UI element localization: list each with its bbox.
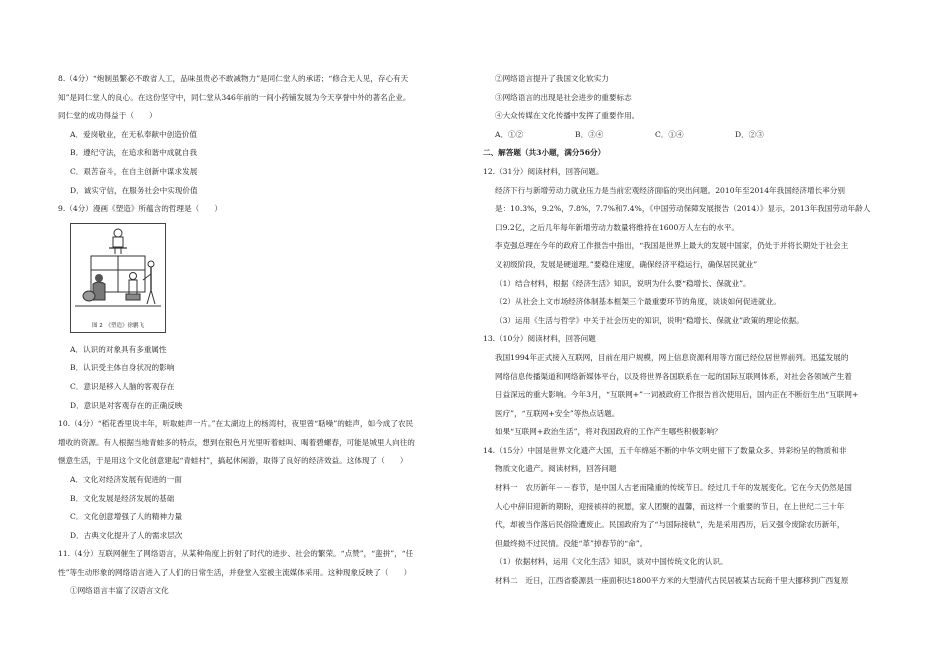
q12-line: 经济下行与新增劳动力就业压力是当前宏观经济面临的突出问题。2010年至2014年我国经济增长率分别 [495, 185, 845, 195]
q9-cartoon-image [70, 223, 166, 333]
q11-item-1: ①网络语言丰富了汉语言文化 [70, 586, 169, 596]
q9-option-d: D．意识是对客观存在的正确反映 [70, 400, 183, 410]
q11-stem-line2: 性”等生动形象的网络语言进入了人们的日常生活，并登堂入室被主流媒体采用。这种现象反映了（ ） [58, 567, 412, 577]
q11-item-4: ④大众传媒在文化传播中发挥了重要作用。 [495, 111, 640, 121]
q13-question: 如果“互联网+政治生活”，将对我国政府的工作产生哪些积极影响？ [495, 427, 722, 437]
q10-option-a: A．文化对经济发展有促进的一面 [70, 474, 182, 484]
q8-option-d: D．诚实守信，在服务社会中实现价值 [70, 185, 198, 195]
q8-option-c: C．艰苦奋斗，在自主创新中谋求发展 [70, 166, 198, 176]
q14-subquestion-1: （1）依据材料，运用《文化生活》知识，谈对中国传统文化的认识。 [495, 557, 728, 567]
left-column [58, 70, 478, 601]
q14-line: 但最终拗不过民情。没能“革”掉春节的“命”。 [495, 538, 648, 548]
q11-option-d: D．②③ [735, 129, 764, 139]
q10-option-b: B．文化发展是经济发展的基础 [70, 493, 175, 503]
q8-stem-line2: 知”是同仁堂人的良心。在这份坚守中，同仁堂从346年前的一间小药铺发展为今天享誉中外的著名企业。 [58, 92, 411, 102]
q10-option-c: C．文化创意增强了人的精神力量 [70, 512, 183, 522]
q11-option-b: B．③④ [575, 129, 604, 139]
q12-subquestion-2: （2）从社会上文市场经济体制基本框架三个最重要环节的角度，谈谈如何促进就业。 [495, 297, 781, 307]
q8-stem-line1: 8.（4分）“炮制虽繁必不敢省人工，品味虽贵必不敢减物力”是同仁堂人的承诺；“修合无人见，存心有天 [58, 74, 409, 83]
q11-options [483, 126, 903, 145]
q9-option-c: C．意识是移入人脑的客观存在 [70, 381, 175, 391]
q13-line: 我国1994年正式接入互联网，目前在用户规模，网上信息资源利用等方面已经位居世界前列。迅猛发展的 [495, 352, 849, 362]
q14-material-2: 材料二 近日，江西省婺源县一座面积达1800平方米的大型清代古民居被某古玩商千里大挪移到广西复原 [495, 576, 849, 586]
q12-subquestion-3: （3）运用《生活与哲学》中关于社会历史的知识，说明“稳增长、保就业”政策的理论依据。 [495, 315, 804, 325]
section-heading: 二、解答题（共3小题，满分56分） [483, 148, 606, 158]
q12-line: 李克强总理在今年的政府工作报告中指出，“我国是世界上最大的发展中国家，仍处于并将长期处于社会主 [495, 241, 849, 251]
q13-line: 网络信息传播渠道和网络新媒体平台，以及将世界各国联系在一起的国际互联网体系，对社会各领域产生着 [495, 371, 852, 381]
q14-stem-line2: 物质文化遗产。阅读材料，回答问题 [495, 464, 617, 474]
right-column [483, 70, 903, 591]
q8-option-a: A．爱岗敬业，在无私奉献中创造价值 [70, 129, 197, 139]
q11-stem-line1: 11.（4分）互联网催生了网络语言，从某种角度上折射了时代的进步、社会的繁荣。“点赞”，“蛮拼”，“任 [58, 549, 414, 559]
q10-stem-line3: 惬意生活，于是用这个文化创意建起“青蛙村”，搞起休闲游，取得了良好的经济效益。这体现了（ ） [58, 456, 408, 466]
q12-stem: 12.（31分）阅读材料，回答问题。 [483, 166, 604, 176]
q13-line: 日益深远的重大影响。今年3月，“互联网+”一词被政府工作报告首次使用后，国内正在不断衍生出“互联网+ [495, 390, 859, 400]
q10-stem-line2: 增收的资源。有人根据当地青蛙多的特点，想到在银色月光里听着蛙叫、喝着碧螺春，可能是城里人向往的 [58, 437, 415, 447]
q11-item-3: ③网络语言的出现是社会进步的重要标志 [495, 92, 632, 102]
q12-line: 口9.2亿，之后几年每年新增劳动力数量将维持在1600万人左右的水平。 [495, 222, 740, 232]
q12-line: 义初级阶段，发展是硬道理。”要稳住速度，确保经济平稳运行，确保居民就业” [495, 259, 758, 269]
q12-subquestion-1: （1）结合材料，根据《经济生活》知识，说明为什么要“稳增长、保就业”。 [495, 278, 751, 288]
q9-option-a: A．认识的对象具有多重属性 [70, 344, 167, 354]
q8-stem-line3: 同仁堂的成功得益于（ ） [58, 111, 157, 121]
q11-item-2: ②网络语言提升了我国文化软实力 [495, 74, 609, 83]
q9-option-b: B．认识受主体自身状况的影响 [70, 363, 175, 373]
q13-stem: 13.（10分）阅读材料，回答问题 [483, 334, 596, 344]
q14-line: 人心中辞旧迎新的期盼，迎接祯祥的祝愿，家人团聚的温馨，而这样一个重要的节日，在上世纪二三十年 [495, 501, 845, 511]
q11-option-c: C．①④ [655, 129, 684, 139]
q13-line: 医疗”，“互联网+安全”等热点话题。 [495, 408, 620, 418]
q11-option-a: A．①② [495, 129, 524, 139]
q12-line: 是：10.3%，9.2%，7.8%，7.7%和7.4%，《中国劳动保障发展报告（2014）》显示，2013年我国劳动年龄人 [495, 204, 871, 214]
cartoon-caption: 图 2 《塑造》徐鹏飞 [92, 322, 144, 329]
q8-option-b: B．遵纪守法，在追求和谐中成就自我 [70, 148, 198, 158]
q9-stem: 9.（4分）漫画《塑造》所蕴含的哲理是（ ） [58, 204, 222, 214]
q14-line: 代，却被当作落后民俗险遭废止。民国政府为了“与国际接轨”，先是采用西历，后又强令废除农历新年， [495, 520, 845, 530]
cartoon-drawing [71, 224, 165, 320]
q14-stem-line1: 14.（15分）中国是世界文化遗产大国，五千年绵延不断的中华文明史留下了数量众多、异彩纷呈的物质和非 [483, 445, 847, 455]
q10-stem-line1: 10.（4分）“稻花香里说丰年，听取蛙声一片。”在太湖边上的杨湾村，夜里曾“聒噪”的蛙声，如今成了农民 [58, 419, 414, 429]
q14-line: 材料一 农历新年－－春节，是中国人古老而隆重的传统节日。经过几千年的发展变化。它在今天仍然是国 [495, 483, 852, 493]
q10-option-d: D．古典文化提升了人的需求层次 [70, 530, 183, 540]
